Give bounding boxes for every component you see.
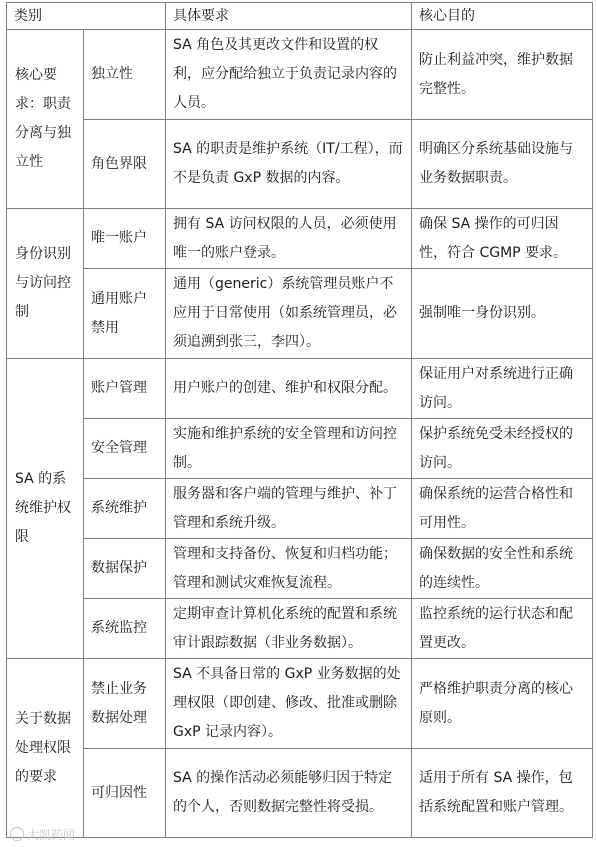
header-requirement: 具体要求 bbox=[166, 3, 412, 30]
purpose-cell: 适用于所有 SA 操作，包括系统配置和账户管理。 bbox=[412, 749, 593, 838]
purpose-cell: 保证用户对系统进行正确访问。 bbox=[412, 359, 593, 419]
purpose-cell: 严格维护职责分离的核心原则。 bbox=[412, 659, 593, 749]
subcategory-cell: 系统监控 bbox=[84, 599, 166, 659]
purpose-cell: 确保数据的安全性和系统的连续性。 bbox=[412, 539, 593, 599]
requirement-cell: 拥有 SA 访问权限的人员，必须使用唯一的账户登录。 bbox=[166, 209, 412, 269]
requirements-table bbox=[6, 2, 593, 838]
category-cell: 身份识别与访问控制 bbox=[7, 209, 84, 359]
requirement-cell: SA 的职责是维护系统（IT/工程），而不是负责 GxP 数据的内容。 bbox=[166, 120, 412, 209]
subcategory-cell: 唯一账户 bbox=[84, 209, 166, 269]
watermark-text: 大凯药闻 bbox=[27, 828, 76, 842]
requirement-cell: 用户账户的创建、维护和权限分配。 bbox=[166, 359, 412, 419]
header-purpose: 核心目的 bbox=[412, 3, 593, 30]
purpose-cell: 保护系统免受未经授权的访问。 bbox=[412, 419, 593, 479]
table-row bbox=[7, 30, 593, 120]
table-row bbox=[7, 539, 593, 599]
category-cell: 核心要求：职责分离与独立性 bbox=[7, 30, 84, 209]
requirement-cell: SA 的操作活动必须能够归因于特定的个人，否则数据完整性将受损。 bbox=[166, 749, 412, 838]
purpose-cell: 强制唯一身份识别。 bbox=[412, 269, 593, 359]
subcategory-cell: 通用账户禁用 bbox=[84, 269, 166, 359]
purpose-cell: 防止利益冲突，维护数据完整性。 bbox=[412, 30, 593, 120]
requirement-cell: 定期审查计算机化系统的配置和系统审计跟踪数据（非业务数据）。 bbox=[166, 599, 412, 659]
table-row bbox=[7, 120, 593, 209]
header-category: 类别 bbox=[7, 3, 166, 30]
table-row bbox=[7, 359, 593, 419]
table-header-row bbox=[7, 3, 593, 30]
table-row bbox=[7, 659, 593, 749]
table-row bbox=[7, 209, 593, 269]
subcategory-cell: 系统维护 bbox=[84, 479, 166, 539]
subcategory-cell: 可归因性 bbox=[84, 749, 166, 838]
category-cell: 关于数据处理权限的要求 bbox=[7, 659, 84, 838]
subcategory-cell: 禁止业务数据处理 bbox=[84, 659, 166, 749]
watermark-logo-icon bbox=[10, 827, 24, 841]
subcategory-cell: 独立性 bbox=[84, 30, 166, 120]
requirement-cell: 实施和维护系统的安全管理和访问控制。 bbox=[166, 419, 412, 479]
table-row bbox=[7, 419, 593, 479]
table-row bbox=[7, 479, 593, 539]
table-row bbox=[7, 269, 593, 359]
category-cell: SA 的系统维护权限 bbox=[7, 359, 84, 659]
subcategory-cell: 账户管理 bbox=[84, 359, 166, 419]
purpose-cell: 确保系统的运营合格性和可用性。 bbox=[412, 479, 593, 539]
purpose-cell: 明确区分系统基础设施与业务数据职责。 bbox=[412, 120, 593, 209]
subcategory-cell: 安全管理 bbox=[84, 419, 166, 479]
watermark bbox=[10, 826, 75, 843]
requirement-cell: 管理和支持备份、恢复和归档功能；管理和测试灾难恢复流程。 bbox=[166, 539, 412, 599]
requirement-cell: SA 不具备日常的 GxP 业务数据的处理权限（即创建、修改、批准或删除 GxP 记录内容）。 bbox=[166, 659, 412, 749]
requirement-cell: 通用（generic）系统管理员账户不应用于日常使用（如系统管理员，必须追溯到张三，李四）。 bbox=[166, 269, 412, 359]
purpose-cell: 确保 SA 操作的可归因性，符合 CGMP 要求。 bbox=[412, 209, 593, 269]
requirement-cell: SA 角色及其更改文件和设置的权利，应分配给独立于负责记录内容的人员。 bbox=[166, 30, 412, 120]
purpose-cell: 监控系统的运行状态和配置更改。 bbox=[412, 599, 593, 659]
table-row bbox=[7, 599, 593, 659]
requirement-cell: 服务器和客户端的管理与维护、补丁管理和系统升级。 bbox=[166, 479, 412, 539]
table-row bbox=[7, 749, 593, 838]
subcategory-cell: 数据保护 bbox=[84, 539, 166, 599]
subcategory-cell: 角色界限 bbox=[84, 120, 166, 209]
